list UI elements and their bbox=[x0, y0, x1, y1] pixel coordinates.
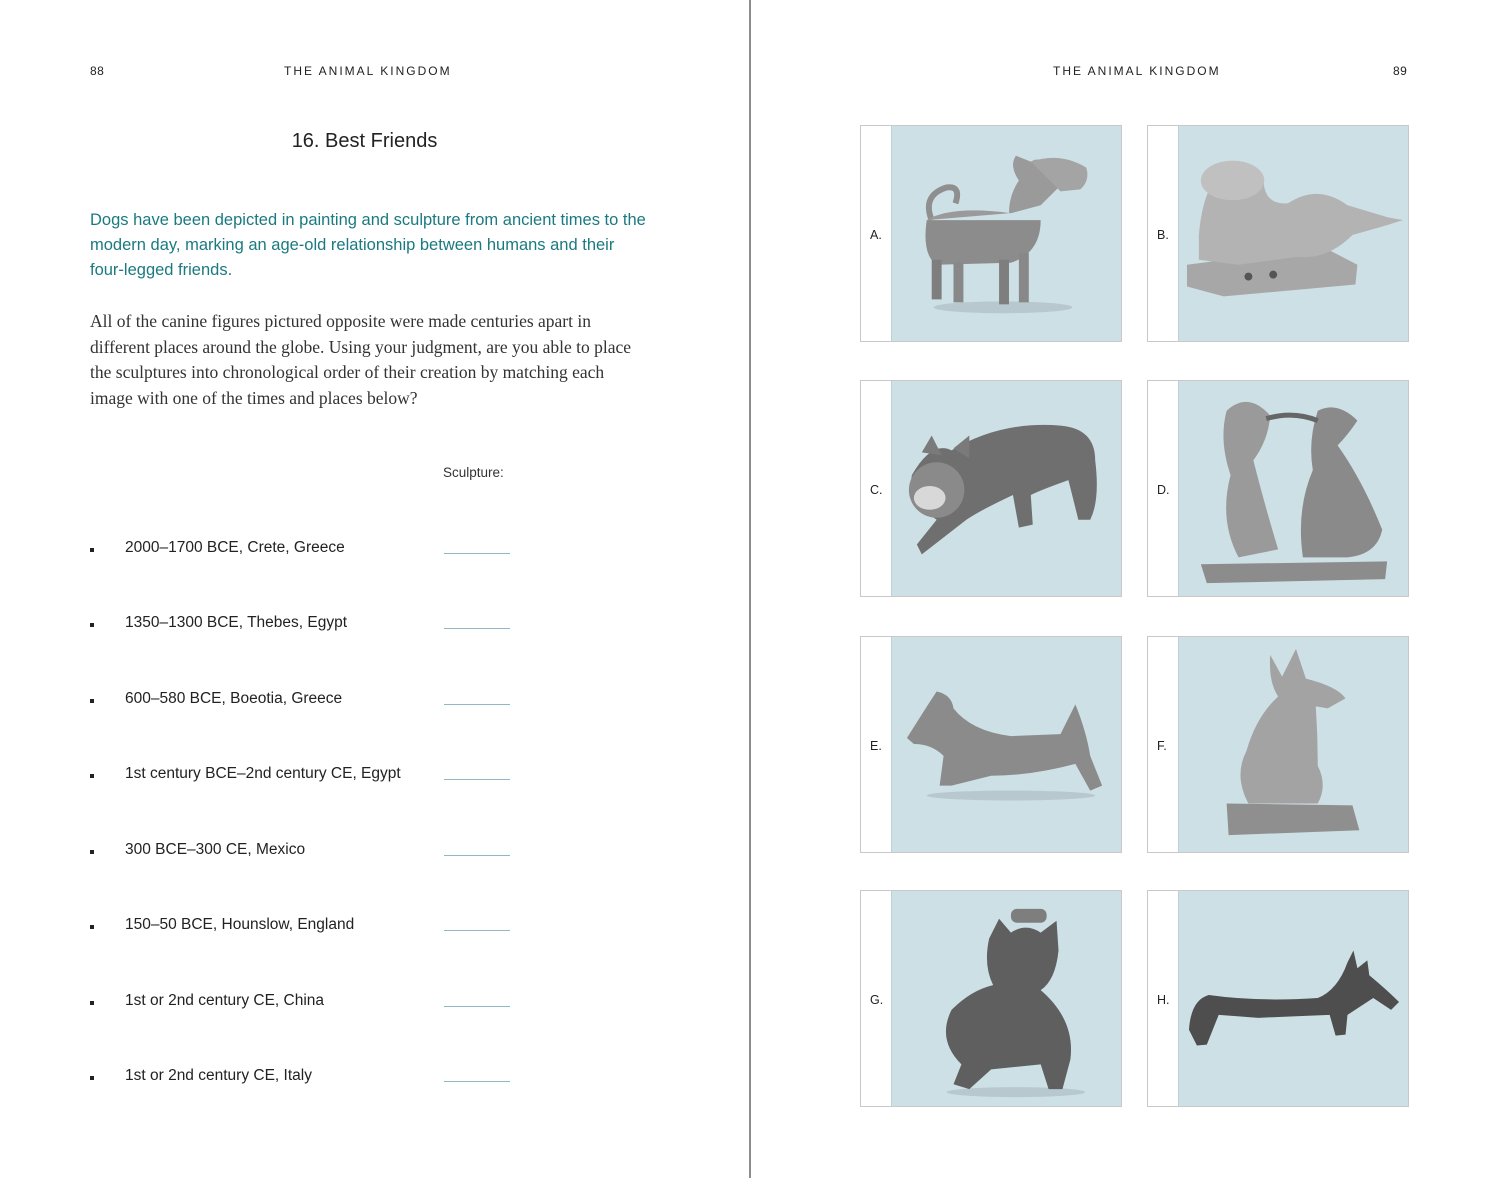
puzzle-title: 16. Best Friends bbox=[291, 130, 438, 152]
list-item bbox=[0, 765, 600, 789]
bullet-icon bbox=[90, 850, 94, 854]
answer-blank[interactable] bbox=[444, 930, 510, 931]
list-item-text: 1st century BCE–2nd century CE, Egypt bbox=[125, 765, 401, 782]
running-head-left: THE ANIMAL KINGDOM bbox=[284, 64, 452, 78]
right-page bbox=[751, 0, 1500, 1178]
card-letter: A. bbox=[870, 228, 882, 242]
list-item-text: 300 BCE–300 CE, Mexico bbox=[125, 841, 306, 858]
card-letter: F. bbox=[1157, 739, 1167, 753]
answer-blank[interactable] bbox=[444, 704, 510, 705]
answer-blank[interactable] bbox=[444, 1081, 510, 1082]
left-page bbox=[0, 0, 749, 1178]
body-paragraph: All of the canine figures pictured opposite were made centuries apart in different places around the globe. Using your judgment, are you able to place the sculptures into chronological order of their creation by matching each image with one of the times and places below? bbox=[90, 311, 632, 408]
sculpture-card-a bbox=[860, 125, 1122, 342]
bullet-icon bbox=[90, 925, 94, 929]
dog-sculpture-image bbox=[892, 891, 1121, 1106]
dog-sculpture-image bbox=[892, 637, 1121, 852]
bullet-icon bbox=[90, 699, 94, 703]
sculpture-card-f bbox=[1147, 636, 1409, 853]
list-item bbox=[0, 916, 600, 940]
card-letter: H. bbox=[1157, 993, 1170, 1007]
answer-blank[interactable] bbox=[444, 1006, 510, 1007]
sculpture-column-label: Sculpture: bbox=[443, 465, 504, 480]
card-letter: D. bbox=[1157, 483, 1170, 497]
bullet-icon bbox=[90, 548, 94, 552]
card-letter: G. bbox=[870, 993, 884, 1007]
page-number-right: 89 bbox=[1393, 64, 1408, 78]
sculpture-card-d bbox=[1147, 380, 1409, 597]
bullet-icon bbox=[90, 623, 94, 627]
card-letter: B. bbox=[1157, 228, 1169, 242]
sculpture-card-b bbox=[1147, 125, 1409, 342]
list-item-text: 1350–1300 BCE, Thebes, Egypt bbox=[125, 614, 348, 631]
list-item-text: 1st or 2nd century CE, China bbox=[125, 992, 325, 1009]
page-number-left: 88 bbox=[90, 64, 105, 78]
dog-sculpture-image bbox=[1179, 891, 1408, 1106]
list-item-text: 2000–1700 BCE, Crete, Greece bbox=[125, 539, 345, 556]
answer-blank[interactable] bbox=[444, 855, 510, 856]
list-item bbox=[0, 1067, 600, 1091]
sculpture-card-g bbox=[860, 890, 1122, 1107]
sculpture-card-e bbox=[860, 636, 1122, 853]
lead-paragraph: Dogs have been depicted in painting and sculpture from ancient times to the modern day, marking an age-old relationship between humans and their four-legged friends. bbox=[90, 211, 646, 279]
card-letter: E. bbox=[870, 739, 882, 753]
sculpture-card-h bbox=[1147, 890, 1409, 1107]
running-head-right: THE ANIMAL KINGDOM bbox=[1053, 64, 1221, 78]
list-item bbox=[0, 690, 600, 714]
list-item-text: 1st or 2nd century CE, Italy bbox=[125, 1067, 312, 1084]
list-item-text: 150–50 BCE, Hounslow, England bbox=[125, 916, 355, 933]
answer-blank[interactable] bbox=[444, 628, 510, 629]
answer-blank[interactable] bbox=[444, 553, 510, 554]
answer-blank[interactable] bbox=[444, 779, 510, 780]
dog-sculpture-image bbox=[1179, 381, 1408, 596]
dog-sculpture-image bbox=[1179, 126, 1408, 341]
list-item bbox=[0, 841, 600, 865]
dog-sculpture-image bbox=[892, 126, 1121, 341]
bullet-icon bbox=[90, 1001, 94, 1005]
bullet-icon bbox=[90, 1076, 94, 1080]
card-letter: C. bbox=[870, 483, 883, 497]
list-item bbox=[0, 539, 600, 563]
list-item-text: 600–580 BCE, Boeotia, Greece bbox=[125, 690, 343, 707]
sculpture-card-c bbox=[860, 380, 1122, 597]
dog-sculpture-image bbox=[892, 381, 1121, 596]
list-item bbox=[0, 614, 600, 638]
dog-sculpture-image bbox=[1179, 637, 1408, 852]
list-item bbox=[0, 992, 600, 1016]
bullet-icon bbox=[90, 774, 94, 778]
